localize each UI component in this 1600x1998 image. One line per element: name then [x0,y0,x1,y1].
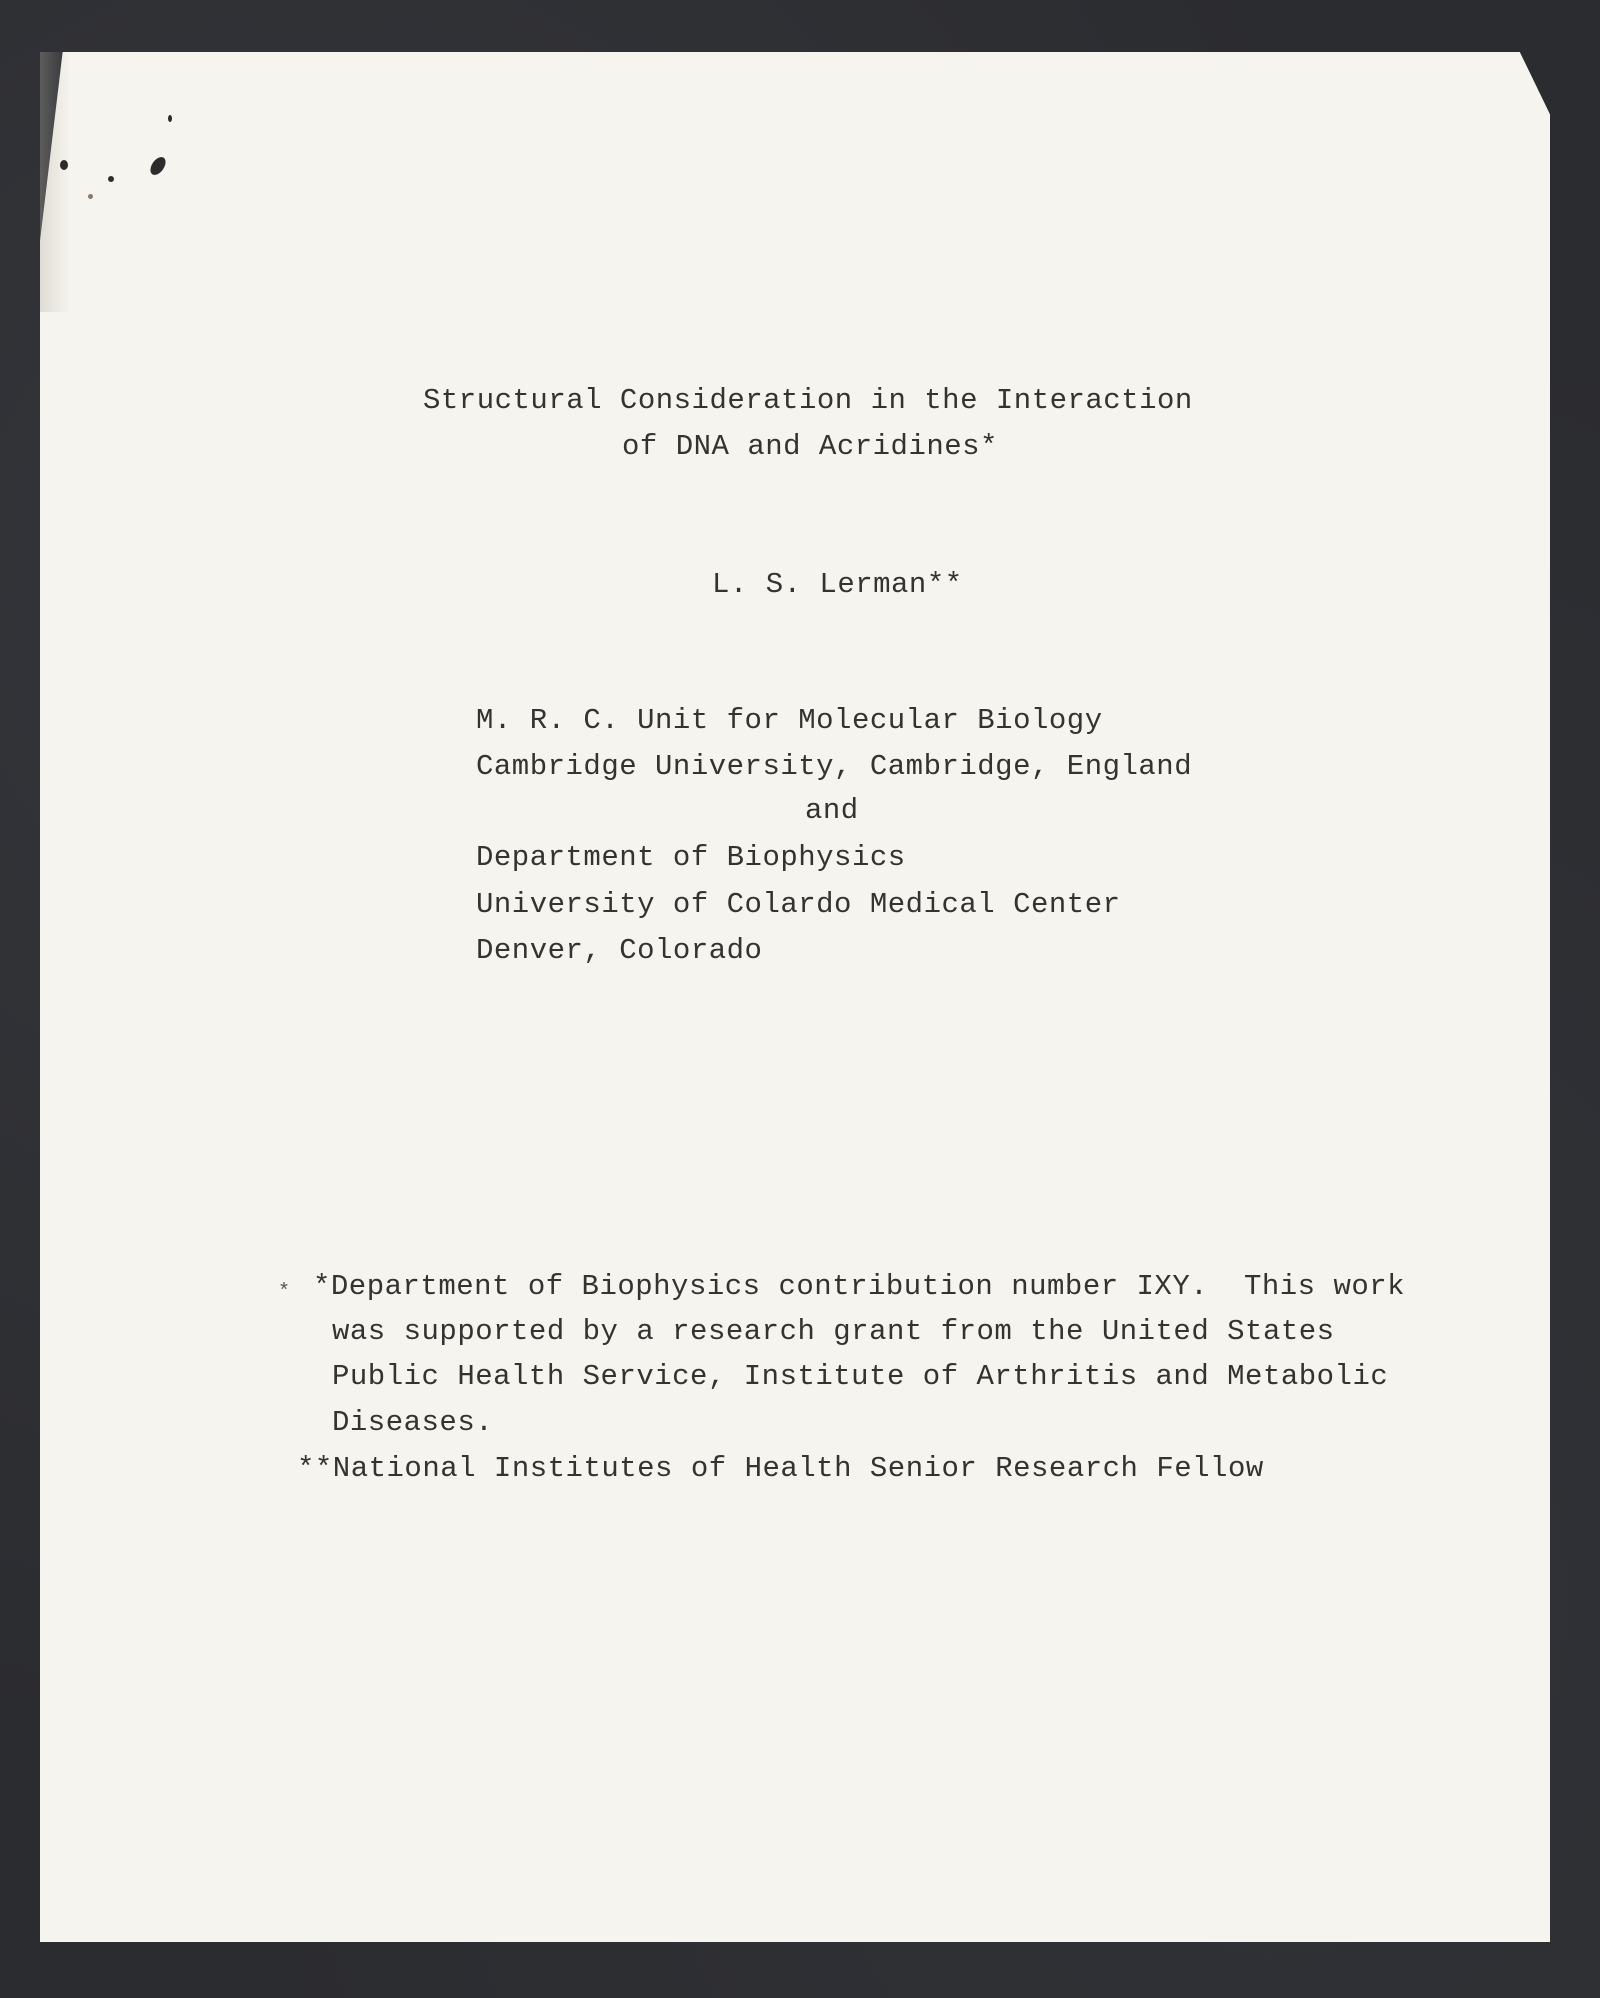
footnote-1-line-1: *Department of Biophysics contribution number IXY. This work [313,1270,1406,1303]
affiliation-line-2: Cambridge University, Cambridge, England [476,750,1193,783]
title-line-2: of DNA and Acridines* [622,430,998,463]
ink-speck [108,176,114,182]
affiliation-conjunction: and [805,794,859,827]
footnote-margin-asterisk: * [278,1281,291,1304]
ink-speck [88,194,93,199]
title-line-1: Structural Consideration in the Interaction [423,384,1193,417]
affiliation-line-5: Denver, Colorado [476,934,763,967]
footnote-1-line-4: Diseases. [332,1406,494,1439]
ink-speck [60,160,68,170]
footnote-2: **National Institutes of Health Senior Research Fellow [297,1452,1264,1485]
author-name: L. S. Lerman** [712,568,963,601]
footnote-1-line-2: was supported by a research grant from the United States [332,1315,1335,1348]
affiliation-line-4: University of Colardo Medical Center [476,888,1121,921]
typed-page [40,52,1550,1942]
affiliation-line-3: Department of Biophysics [476,841,906,874]
ink-speck [168,115,172,122]
affiliation-line-1: M. R. C. Unit for Molecular Biology [476,704,1103,737]
footnote-1-line-3: Public Health Service, Institute of Arthritis and Metabolic [332,1360,1389,1393]
